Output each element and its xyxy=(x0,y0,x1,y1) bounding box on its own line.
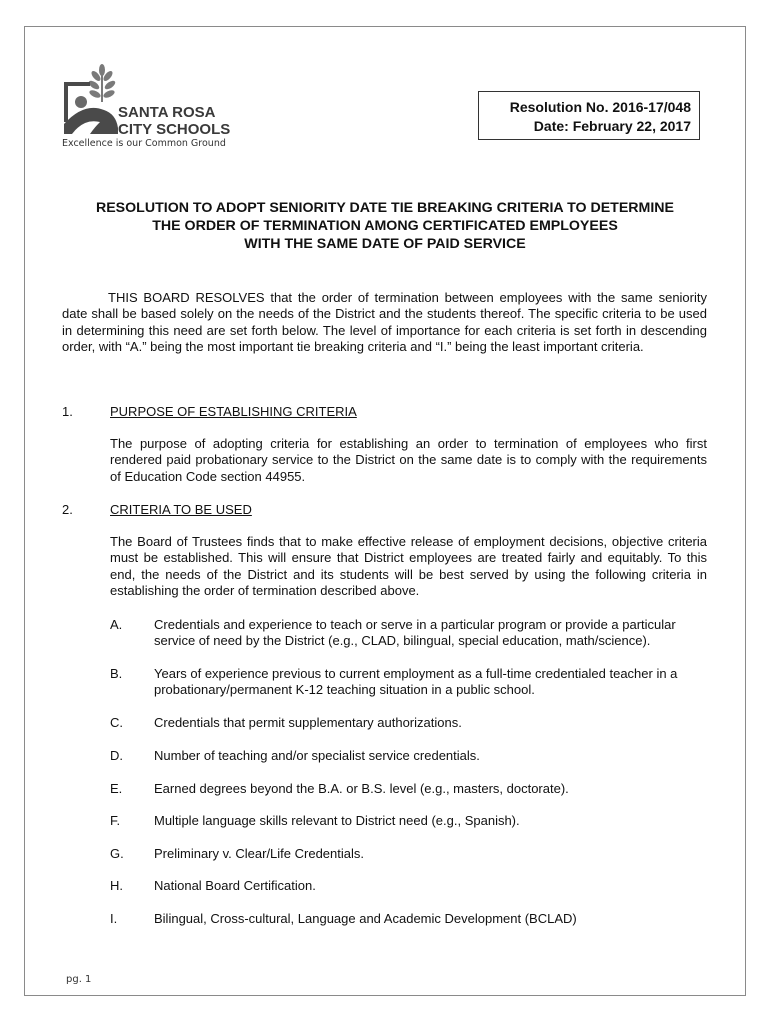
resolution-info-box xyxy=(478,91,700,140)
criteria-g-text: Preliminary v. Clear/Life Credentials. xyxy=(154,846,364,861)
criteria-e-letter: E. xyxy=(110,781,123,796)
section-2-body: The Board of Trustees finds that to make effective release of employment decisions, objective criteria must be established. This will ensure that District employees are treated fairly and equitably. To this end, the needs of the District and its students will be best served by using the following criteria in establishing the order of termination described above. xyxy=(110,534,707,598)
section-2-heading: CRITERIA TO BE USED xyxy=(110,502,252,517)
criteria-g-letter: G. xyxy=(110,846,124,861)
criteria-e-text: Earned degrees beyond the B.A. or B.S. level (e.g., masters, doctorate). xyxy=(154,781,569,796)
title-line-1: RESOLUTION TO ADOPT SENIORITY DATE TIE BREAKING CRITERIA TO DETERMINE xyxy=(95,200,675,216)
resolution-date: Date: February 22, 2017 xyxy=(533,118,691,134)
criteria-f-letter: F. xyxy=(110,813,121,828)
criteria-h-letter: H. xyxy=(110,878,123,893)
criteria-a-letter: A. xyxy=(110,617,123,632)
criteria-d-letter: D. xyxy=(110,748,123,763)
criteria-b-letter: B. xyxy=(110,666,123,681)
logo-name-line1: SANTA ROSA xyxy=(118,104,216,121)
criteria-i-text: Bilingual, Cross-cultural, Language and Academic Development (BCLAD) xyxy=(154,911,577,926)
section-1-number: 1. xyxy=(62,404,73,419)
criteria-c-text: Credentials that permit supplementary authorizations. xyxy=(154,715,462,730)
criteria-d-text: Number of teaching and/or specialist service credentials. xyxy=(154,748,480,763)
logo-name-line2: CITY SCHOOLS xyxy=(118,121,231,138)
section-2-number: 2. xyxy=(62,502,73,517)
title-line-2: THE ORDER OF TERMINATION AMONG CERTIFICATED EMPLOYEES xyxy=(152,218,618,234)
resolution-number: Resolution No. 2016-17/048 xyxy=(509,99,691,115)
criteria-h-text: National Board Certification. xyxy=(154,878,316,893)
criteria-c-letter: C. xyxy=(110,715,123,730)
criteria-b-text: Years of experience previous to current employment as a full-time credentialed teacher in a probationary/permanent K-12 teaching situation in a public school. xyxy=(154,666,678,698)
document-title xyxy=(40,199,730,253)
section-1-heading: PURPOSE OF ESTABLISHING CRITERIA xyxy=(110,404,357,419)
criteria-i-letter: I. xyxy=(110,911,118,926)
page-number: pg. 1 xyxy=(66,974,92,985)
intro-paragraph: THIS BOARD RESOLVES that the order of termination between employees with the same seniority date shall be based solely on the needs of the District and the students thereof. The specific criteria to be used in determining this need are set forth below. The level of importance for each criteria is set forth in descending order, with “A.” being the most important tie breaking criteria and “I.” being the least important criteria. xyxy=(62,290,707,354)
criteria-f-text: Multiple language skills relevant to District need (e.g., Spanish). xyxy=(154,813,520,828)
logo-tagline: Excellence is our Common Ground xyxy=(62,138,226,149)
title-line-3: WITH THE SAME DATE OF PAID SERVICE xyxy=(244,236,526,252)
section-1-body: The purpose of adopting criteria for establishing an order to termination of employees who first rendered paid probationary service to the District on the same date is to comply with the requirements of Education Code section 44955. xyxy=(110,436,707,484)
criteria-a-text: Credentials and experience to teach or serve in a particular program or provide a particular service of need by the District (e.g., CLAD, bilingual, special education, math/science). xyxy=(154,617,676,649)
